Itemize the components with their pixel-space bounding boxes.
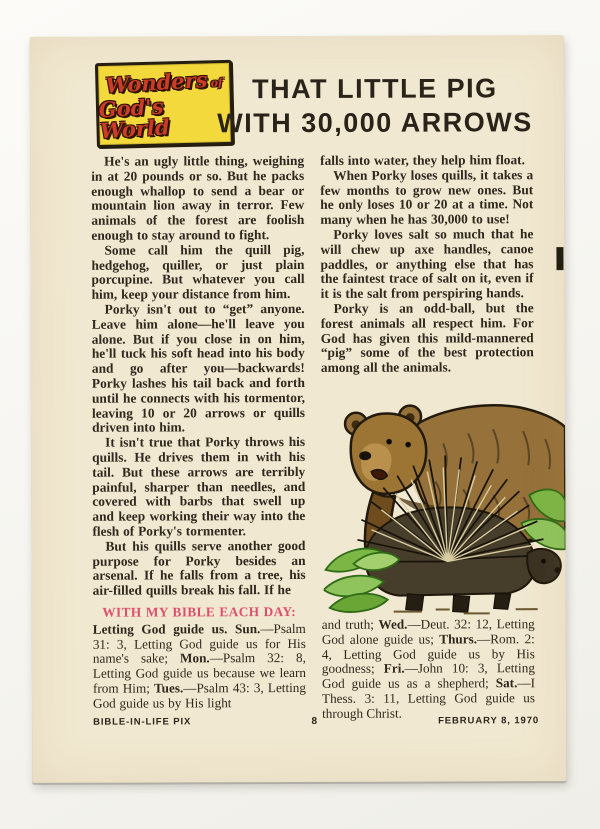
article-paragraph: But his quills serve another good purpose for Porky besides an arsenal. If he falls from a tree, his air-filled quills break his fall. If he <box>92 537 306 598</box>
article-paragraph: Porky isn't out to “get” anyone. Leave him alone—he'll leave you alone. But if you close in on him, he'll tuck his soft head into his body and go after you—backwards! Porky lashes his tail back and forth until he connects with his tormentor, leaving 10 or 20 arrows or quills driven into him. <box>91 300 306 436</box>
article-paragraph: Porky loves salt so much that he will chew up axe handles, canoe paddles, or anything else that has the faintest trace of salt on it, even if it is the salt from perspiring hands. <box>320 226 534 302</box>
logo-word-of: of <box>210 75 223 90</box>
logo-line-2: God's World <box>97 93 171 143</box>
magazine-page <box>30 35 567 783</box>
article-paragraph: falls into water, they help him float. <box>320 152 526 168</box>
article-left-column <box>91 154 306 711</box>
devotional-text-right: and truth; Wed.—Deut. 32: 12, Letting God alone guide us; Thurs.—Rom. 2: 4, Letting God guide us by His goodness; Fri.—John 10: 3, Letting God guide us as a shepherd; Sat.—I Thess. 3: 11, Letting God guide us through Christ. <box>321 616 536 721</box>
issue-date: FEBRUARY 8, 1970 <box>438 715 540 727</box>
publication-name: BIBLE-IN-LIFE PIX <box>93 716 192 728</box>
logo-word-wonders: Wonders <box>104 66 209 98</box>
page-number: 8 <box>311 715 318 727</box>
title-line-1: THAT LITTLE PIG <box>252 73 498 105</box>
article-paragraph: Porky is an odd-ball, but the forest animals all respect him. For God has given this mild-mannered “pig” some of the best protection among all the animals. <box>320 300 534 376</box>
bear-porcupine-illustration <box>323 403 566 616</box>
article-right-column <box>320 153 534 376</box>
article-paragraph: He's an ugly little thing, weighing in at 20 pounds or so. But he packs enough whallop to send a bear or mountain lion away in terror. Few animals of the forest are foolish enough to stay around to fight. <box>91 152 305 243</box>
devotional-text-left: Letting God guide us. Sun.—Psalm 31: 3, Letting God guide us for His name's sake; Mon.—Psalm 32: 8, Letting God guide us because we learn from Him; Tues.—Psalm 43: 3, Letting God guide us by His light <box>92 620 306 711</box>
title-line-2: WITH 30,000 ARROWS <box>217 107 533 139</box>
devotional-heading: WITH MY BIBLE EACH DAY: <box>102 603 297 620</box>
logo-line-1 <box>105 68 223 96</box>
edge-ink-mark <box>556 247 563 270</box>
article-paragraph: When Porky loses quills, it takes a few months to grow new ones. But he only loses 10 or 20 at a time. Not many when he has 30,000 to use! <box>320 166 534 228</box>
page-footer <box>93 715 539 728</box>
article-paragraph: Some call him the quill pig, hedgehog, quiller, or just plain porcupine. But whatever you call him, keep your distance from him. <box>91 241 305 302</box>
article-paragraph: It isn't true that Porky throws his quills. He drives them in with his tail. But these arrows are terribly painful, sharper than needles, and covered with barbs that swell up and keep working their way into the flesh of Porky's tormenter. <box>92 434 306 539</box>
page-title <box>210 71 540 140</box>
